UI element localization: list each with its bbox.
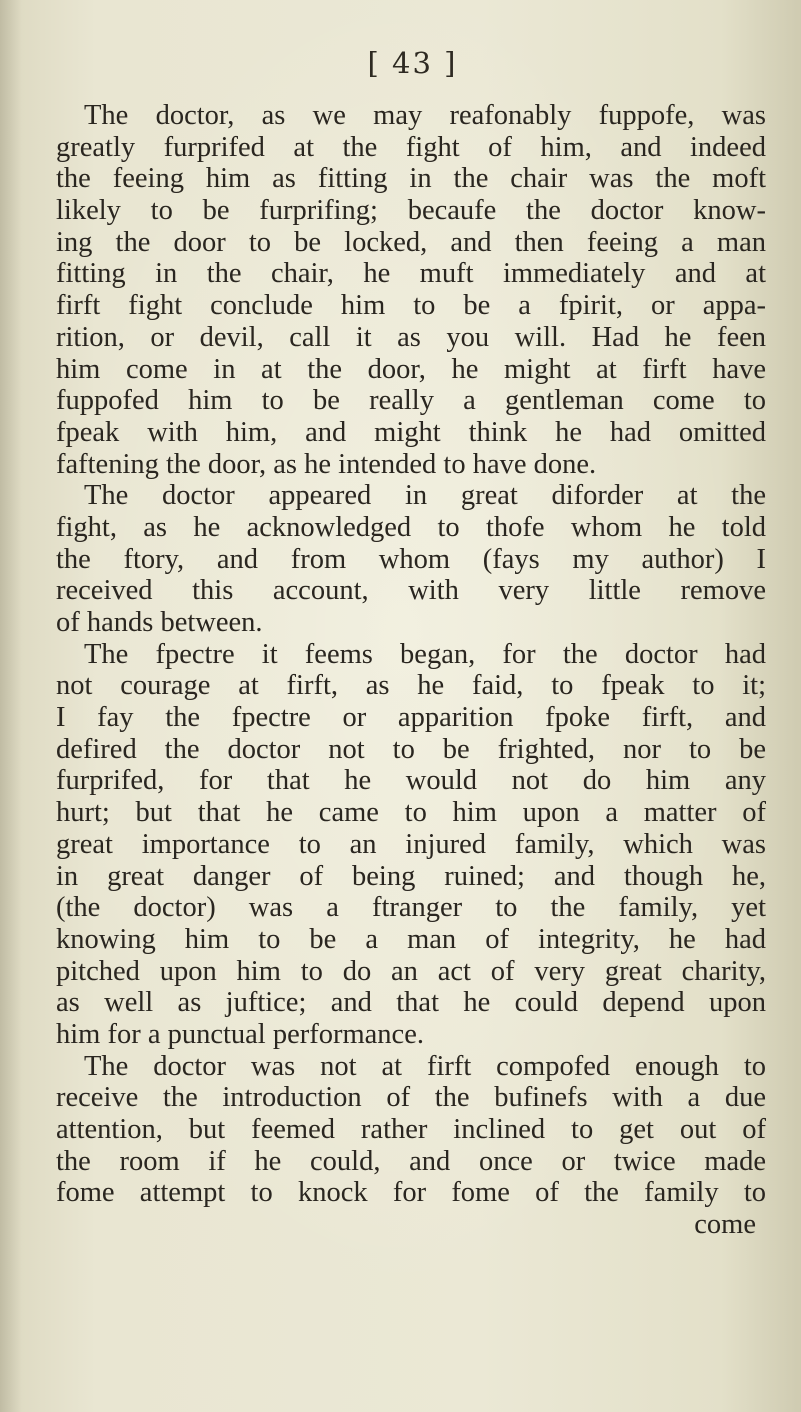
text-line: him come in at the door, he might at firft have: [56, 353, 766, 385]
text-line: receive the introduction of the bufinefs with a due: [56, 1082, 766, 1114]
text-line: defired the doctor not to be frighted, nor to be: [56, 733, 766, 765]
catchword: come: [694, 1209, 756, 1241]
text-line: firft fight conclude him to be a fpirit, or appa-: [56, 290, 766, 322]
text-line: faftening the door, as he intended to have done.: [56, 448, 597, 480]
text-line: The doctor appeared in great diforder at the: [84, 480, 766, 512]
text-line: fight, as he acknowledged to thofe whom he told: [56, 511, 766, 543]
text-line: knowing him to be a man of integrity, he had: [56, 923, 766, 955]
text-line: the ftory, and from whom (fays my author) I: [56, 543, 766, 575]
binding-shadow: [0, 0, 22, 1412]
text-line: not courage at firft, as he faid, to fpeak to it;: [56, 670, 766, 702]
text-line: fpeak with him, and might think he had omitted: [56, 416, 766, 448]
text-line: as well as juftice; and that he could depend upon: [56, 987, 766, 1019]
text-line: hurt; but that he came to him upon a matter of: [56, 797, 766, 829]
body-text: [56, 100, 766, 1241]
text-line: the room if he could, and once or twice made: [56, 1145, 766, 1177]
page-number: [ 43 ]: [367, 46, 458, 80]
text-line: The fpectre it feems began, for the doctor had: [84, 638, 766, 670]
text-line: of hands between.: [56, 607, 263, 638]
text-line: received this account, with very little remove: [56, 575, 766, 607]
text-line: great importance to an injured family, which was: [56, 828, 766, 860]
text-line: fitting in the chair, he muft immediately and at: [56, 258, 766, 290]
text-line: fuppofed him to be really a gentleman come to: [56, 385, 766, 417]
text-line: rition, or devil, call it as you will. Had he feen: [56, 321, 766, 353]
text-line: ing the door to be locked, and then feeing a man: [56, 226, 766, 258]
text-line: furprifed, for that he would not do him any: [56, 765, 766, 797]
text-line: fome attempt to knock for fome of the family to: [56, 1177, 766, 1209]
text-line: pitched upon him to do an act of very great charity,: [56, 955, 766, 987]
text-line: likely to be furprifing; becaufe the doctor know-: [56, 195, 766, 227]
text-line: the feeing him as fitting in the chair was the moft: [56, 163, 766, 195]
text-line: in great danger of being ruined; and though he,: [56, 860, 766, 892]
text-line: The doctor, as we may reafonably fuppofe, was: [84, 100, 766, 131]
text-line: (the doctor) was a ftranger to the family, yet: [56, 892, 766, 924]
text-line: attention, but feemed rather inclined to get out of: [56, 1114, 766, 1145]
text-line: him for a punctual performance.: [56, 1018, 424, 1050]
text-line: I fay the fpectre or apparition fpoke firft, and: [56, 702, 766, 734]
text-line: The doctor was not at firft compofed enough to: [84, 1050, 766, 1082]
text-line: greatly furprifed at the fight of him, and indeed: [56, 131, 766, 163]
